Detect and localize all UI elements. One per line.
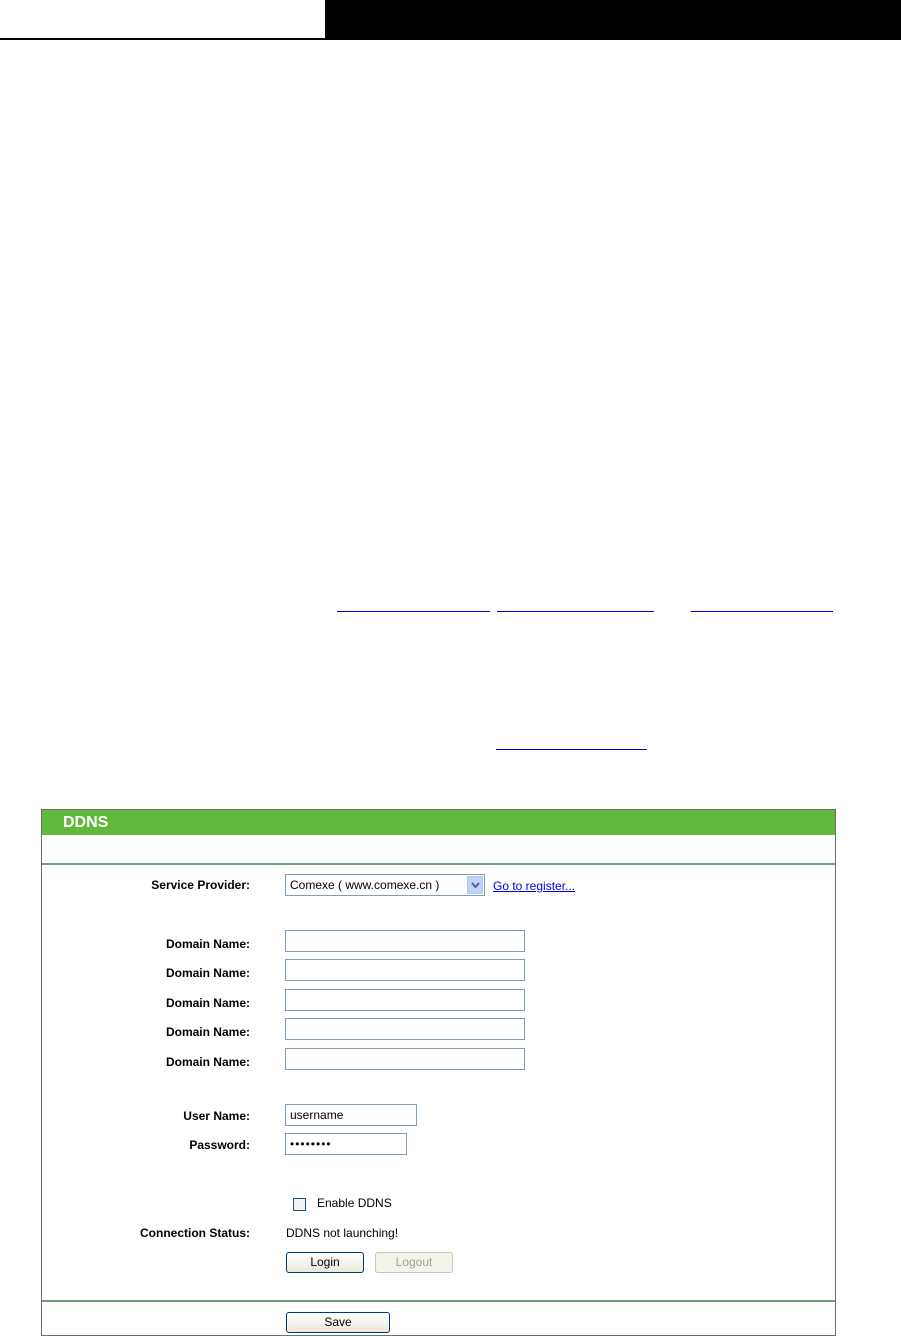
panel-title: DDNS [42, 810, 835, 835]
service-provider-value: Comexe ( www.comexe.cn ) [290, 878, 440, 892]
logout-button[interactable]: Logout [375, 1252, 453, 1273]
connection-status-label: Connection Status: [140, 1226, 250, 1240]
link-underline [337, 611, 490, 612]
service-provider-label: Service Provider: [151, 878, 250, 892]
domain-name-label: Domain Name: [165, 937, 250, 951]
enable-ddns-checkbox[interactable] [293, 1198, 306, 1211]
domain-name-input-1[interactable] [285, 930, 525, 952]
domain-name-input-5[interactable] [285, 1048, 525, 1070]
user-name-input[interactable] [285, 1104, 417, 1126]
page-header-left [0, 0, 325, 40]
chevron-down-icon[interactable] [467, 876, 483, 894]
bottom-divider [42, 1300, 835, 1302]
top-divider [42, 863, 835, 865]
link-underline [496, 749, 647, 750]
domain-name-label: Domain Name: [165, 966, 250, 980]
domain-name-input-4[interactable] [285, 1018, 525, 1040]
ddns-panel [41, 809, 836, 1336]
domain-name-input-2[interactable] [285, 959, 525, 981]
save-button[interactable]: Save [286, 1312, 390, 1333]
domain-name-label: Domain Name: [165, 1025, 250, 1039]
page-header-bar [325, 0, 901, 40]
enable-ddns-label: Enable DDNS [317, 1196, 392, 1210]
go-to-register-link[interactable]: Go to register... [493, 879, 576, 893]
user-name-label: User Name: [183, 1109, 250, 1123]
password-input[interactable] [285, 1133, 407, 1155]
link-underline [691, 611, 833, 612]
link-underline [497, 611, 654, 612]
service-provider-select[interactable] [285, 874, 485, 896]
domain-name-input-3[interactable] [285, 989, 525, 1011]
password-label: Password: [189, 1138, 250, 1152]
domain-name-label: Domain Name: [165, 996, 250, 1010]
connection-status-value: DDNS not launching! [286, 1226, 399, 1240]
login-button[interactable]: Login [286, 1252, 364, 1273]
domain-name-label: Domain Name: [165, 1055, 250, 1069]
